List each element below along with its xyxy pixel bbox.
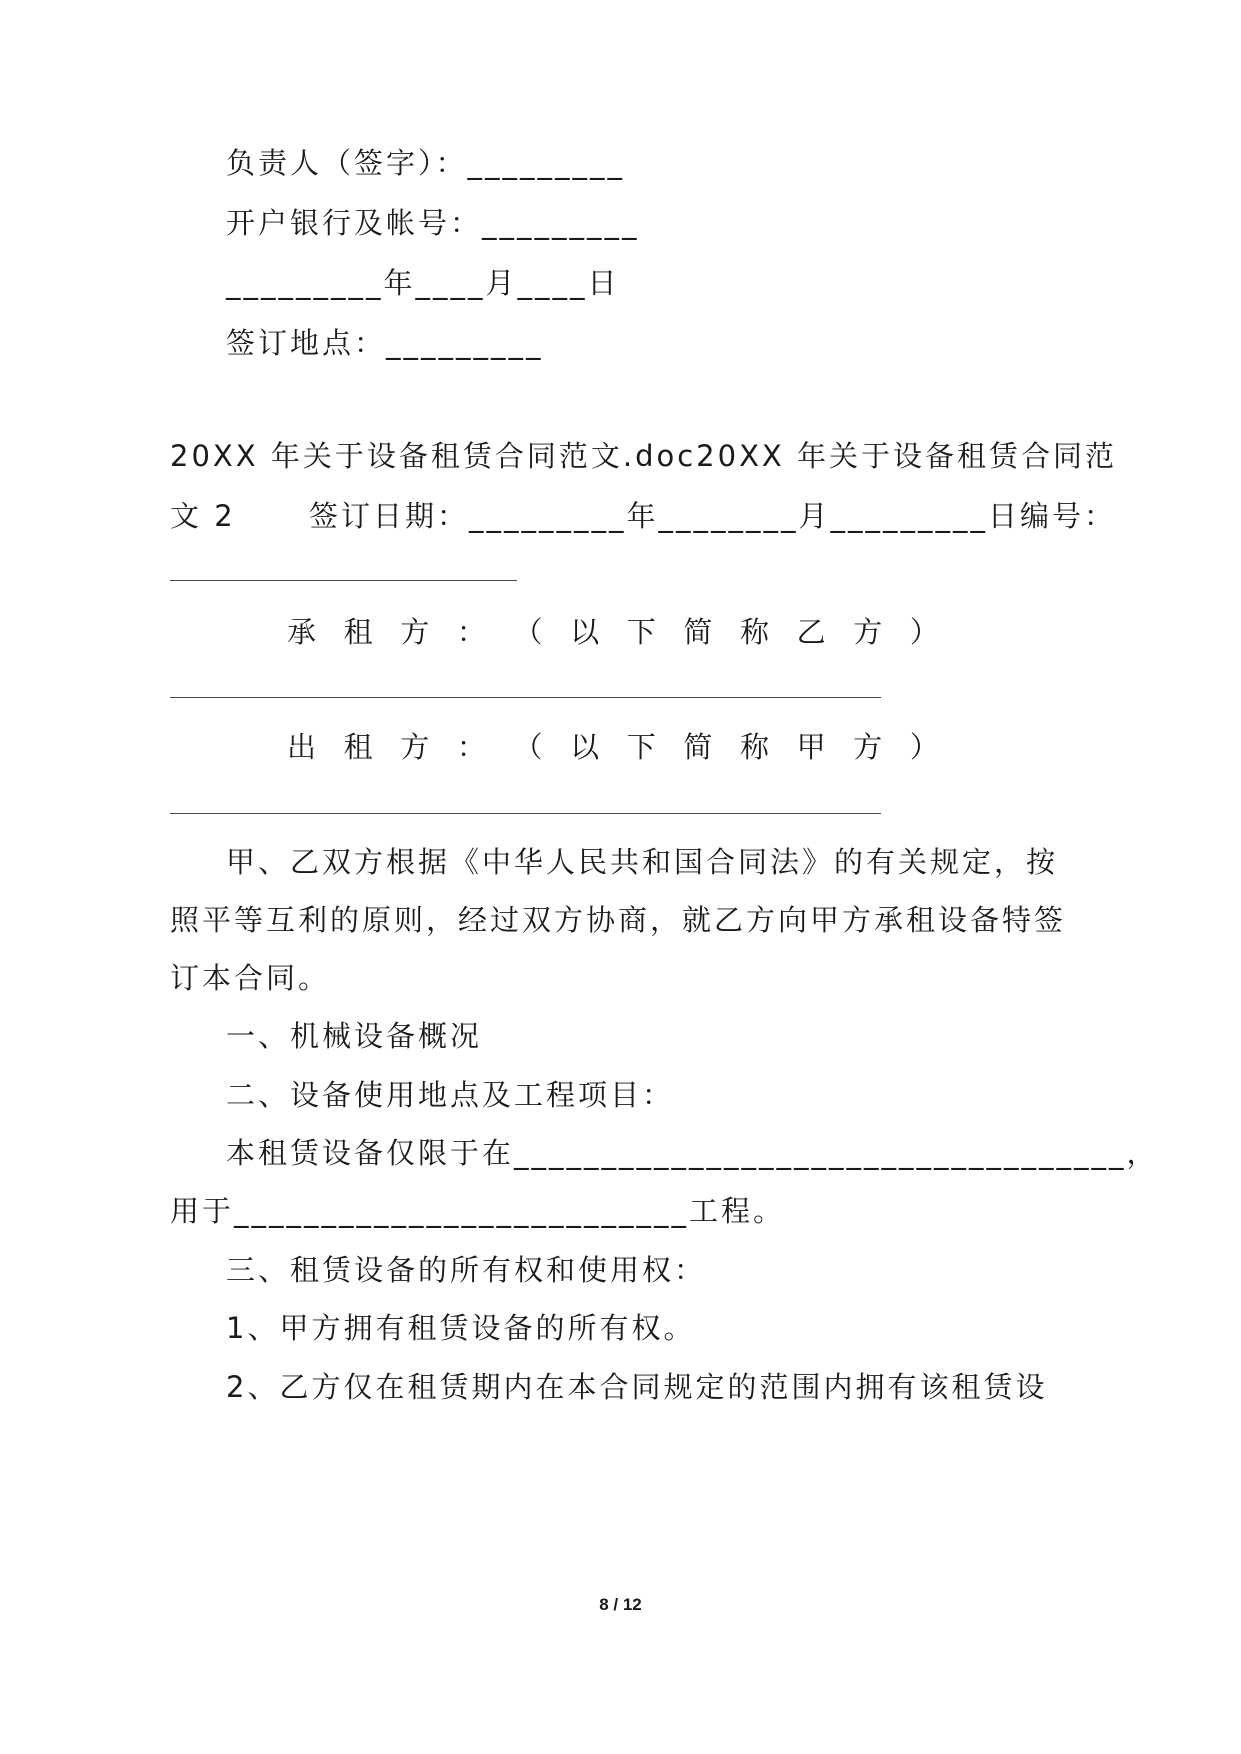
section-heading-1: 一、机械设备概况: [226, 1019, 483, 1053]
lessee-blank-underline: [170, 697, 881, 698]
contract-heading-line2: 文 2 签订日期：_________年________月_________日编号：: [170, 499, 1116, 533]
sign-place-line: 签订地点：_________: [226, 326, 544, 360]
lessor-blank-underline: [170, 813, 881, 814]
section-heading-2: 二、设备使用地点及工程项目：: [226, 1078, 675, 1112]
bank-account-line: 开户银行及帐号：_________: [226, 206, 640, 240]
project-line: 用于__________________________工程。: [170, 1194, 786, 1228]
section-heading-3: 三、租赁设备的所有权和使用权：: [226, 1253, 707, 1287]
usage-location-line: 本租赁设备仅限于在___________________________________，: [226, 1136, 1159, 1170]
clause-item-2: 2、乙方仅在租赁期内在本合同规定的范围内拥有该租赁设: [226, 1370, 1048, 1404]
contract-heading-line1: 20XX 年关于设备租赁合同范文.doc20XX 年关于设备租赁合同范: [170, 439, 1118, 473]
date-line: _________年____月____日: [226, 266, 620, 300]
lessor-line: 出 租 方 ： （ 以 下 简 称 甲 方 ）: [287, 730, 939, 764]
intro-paragraph-line2: 照平等互利的原则，经过双方协商，就乙方向甲方承租设备特签: [170, 903, 1067, 937]
responsible-person-line: 负责人（签字）：_________: [226, 146, 626, 180]
page-number: 8 / 12: [599, 1595, 642, 1614]
clause-item-1: 1、甲方拥有租赁设备的所有权。: [226, 1311, 696, 1345]
lessee-line: 承 租 方 ： （ 以 下 简 称 乙 方 ）: [287, 615, 939, 649]
intro-paragraph-line3: 订本合同。: [170, 961, 331, 995]
intro-paragraph-line1: 甲、乙双方根据《中华人民共和国合同法》的有关规定，按: [226, 845, 1059, 879]
number-blank-underline: [170, 580, 517, 581]
